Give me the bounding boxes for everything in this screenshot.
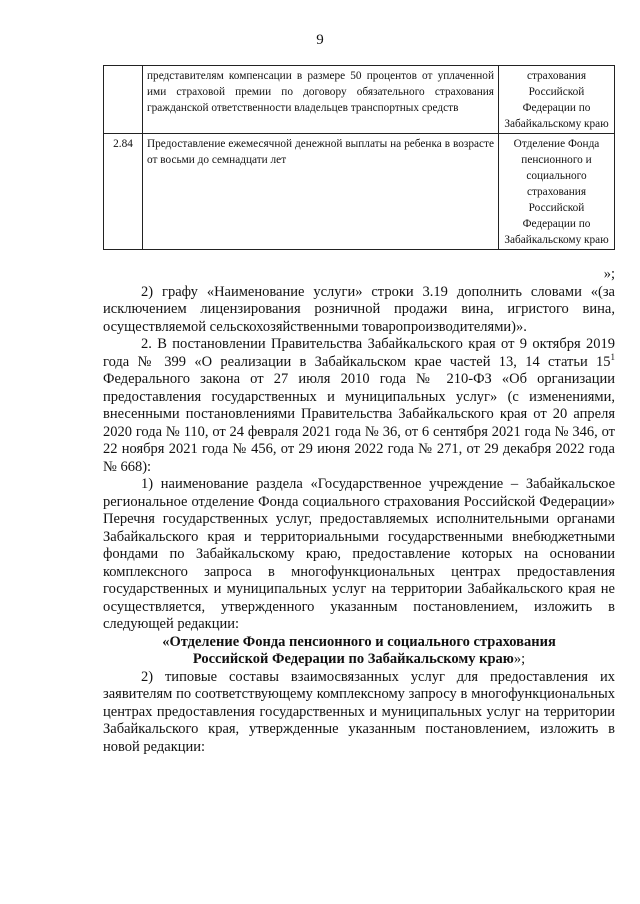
new-section-title-text: Российской Федерации по Забайкальскому краю [192,651,514,667]
table-cell-description: Предоставление ежемесячной денежной выплаты на ребенка в возрасте от восьми до семнадцати лет [143,134,499,250]
superscript: 1 [610,351,615,362]
paragraph-subitem-2: 2) типовые составы взаимосвязанных услуг для предоставления их заявителям по соответствующему комплексному запросу в многофункциональных центрах предоставления государственных и муниципальных услуг на территории Забайкальского края, утвержденные указанным постановлением, изложить в новой редакции: [103,668,615,755]
table-cell-number: 2.84 [104,134,143,250]
paragraph-section-2 [103,336,615,476]
services-table [103,65,615,250]
document-body [103,266,615,756]
table-cell-number [104,66,143,134]
table-cell-organization: страхования Российской Федерации по Забайкальскому краю [499,66,615,134]
new-section-title-tail: »; [513,651,526,667]
paragraph-section-2-start: 2. В постановлении Правительства Забайкальского края от 9 октября 2019 года № 399 «О реализации в Забайкальском крае частей 13, 14 статьи 15 [103,336,615,370]
table-row [104,134,615,250]
paragraph-item-2: 2) графу «Наименование услуги» строки 3.19 дополнить словами «(за исключением лицензирования розничной продажи вина, игристого вина, осуществляемой сельскохозяйственными товаропроизводителями)». [103,283,615,335]
table-cell-organization: Отделение Фонда пенсионного и социального страхования Российской Федерации по Забайкальскому краю [499,134,615,250]
new-section-title-line-1: «Отделение Фонда пенсионного и социального страхования [162,633,556,650]
closing-quote: »; [603,266,615,282]
table-cell-description: представителям компенсации в размере 50 процентов от уплаченной ими страховой премии по договору обязательного страхования гражданской ответственности владельцев транспортных средств [143,66,499,134]
paragraph-subitem-1: 1) наименование раздела «Государственное учреждение – Забайкальское региональное отделение Фонда социального страхования Российской Федерации» Перечня государственных услуг, предоставляемых исполнительными органами Забайкальского края и территориальными государственными внебюджетными фондами по Забайкальскому краю, предоставление которых на основании комплексного запроса в многофункциональных центрах предоставления государственных и муниципальных услуг на территории Забайкальского края не осуществляется, утвержденного указанным постановлением, изложить в следующей редакции: [103,476,615,632]
page-number: 9 [316,32,324,48]
new-section-title-line-2 [103,651,615,669]
paragraph-section-2-rest: Федерального закона от 27 июля 2010 года № 210-ФЗ «Об организации предоставления государственных и муниципальных услуг» (с изменениями, внесенными постановлениями Правительства Забайкальского края от 20 апреля 2020 года № 110, от 24 февраля 2021 года № 36, от 6 сентября 2021 года № 346, от 22 ноября 2021 года № 456, от 29 июня 2022 года № 271, от 29 декабря 2022 года № 668): [103,371,615,475]
table-row [104,66,615,134]
